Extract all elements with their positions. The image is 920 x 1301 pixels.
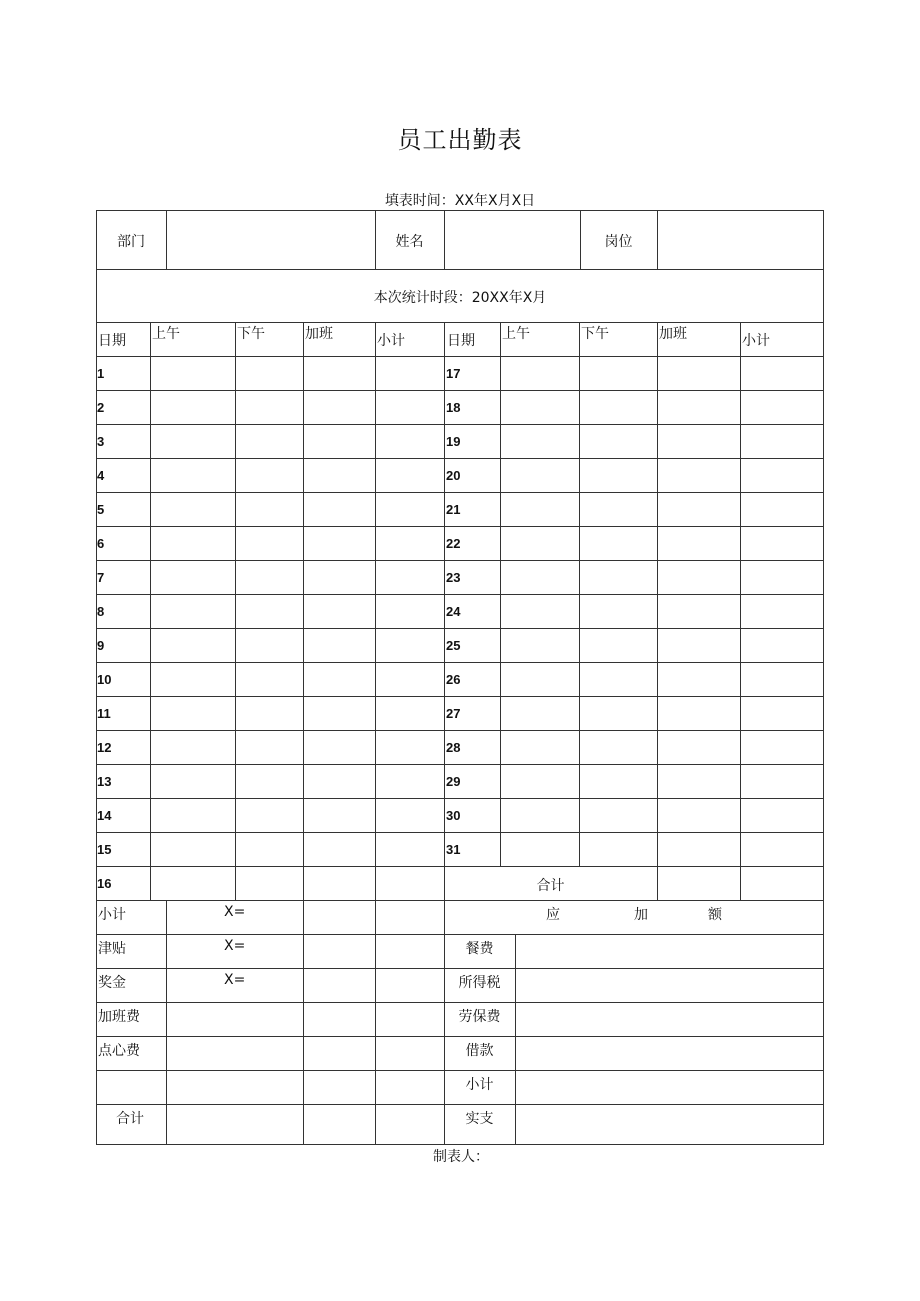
day-cell: 15 bbox=[97, 842, 112, 857]
day-cell: 16 bbox=[97, 876, 112, 891]
day-cell: 30 bbox=[446, 808, 461, 823]
day-cell: 19 bbox=[446, 434, 461, 449]
day-cell: 29 bbox=[446, 774, 461, 789]
col-date-left: 日期 bbox=[98, 333, 126, 349]
day-cell: 12 bbox=[97, 740, 112, 755]
day-cell: 31 bbox=[446, 842, 461, 857]
col-am-right: 上午 bbox=[502, 326, 530, 342]
day-cell: 28 bbox=[446, 740, 461, 755]
net-pay-label: 实支 bbox=[465, 1111, 494, 1127]
day-cell: 21 bbox=[446, 502, 461, 517]
name-label: 姓名 bbox=[395, 234, 424, 250]
statistics-period: 本次统计时段：20XX年X月 bbox=[373, 290, 547, 306]
position-field[interactable] bbox=[657, 216, 823, 264]
page-title: 员工出勤表 bbox=[397, 126, 523, 154]
day-cell: 27 bbox=[446, 706, 461, 721]
day-cell: 9 bbox=[97, 638, 105, 653]
col-date-right: 日期 bbox=[447, 333, 475, 349]
name-field[interactable] bbox=[444, 216, 580, 264]
payable-char-3: 额 bbox=[708, 907, 722, 923]
day-cell: 17 bbox=[446, 366, 461, 381]
col-subtotal-right: 小计 bbox=[742, 333, 770, 349]
grand-total-label: 合计 bbox=[116, 1111, 144, 1127]
day-cell: 3 bbox=[97, 434, 105, 449]
summary-subtotal-label: 小计 bbox=[98, 907, 126, 923]
snack-fee-label: 点心费 bbox=[98, 1043, 140, 1059]
fill-date: 填表时间：XX年X月X日 bbox=[384, 193, 536, 209]
summary-subtotal-formula: X= bbox=[224, 904, 246, 920]
day-cell: 1 bbox=[97, 366, 105, 381]
col-pm-right: 下午 bbox=[581, 326, 609, 342]
day-cell: 2 bbox=[97, 400, 105, 415]
day-cell: 7 bbox=[97, 570, 105, 585]
day-cell: 10 bbox=[97, 672, 112, 687]
payable-char-2: 加 bbox=[634, 907, 648, 923]
allowance-formula: X= bbox=[224, 938, 246, 954]
day-cell: 14 bbox=[97, 808, 112, 823]
day-cell: 13 bbox=[97, 774, 112, 789]
day-cell: 23 bbox=[446, 570, 461, 585]
labor-insurance-label: 劳保费 bbox=[458, 1009, 501, 1025]
day-cell: 8 bbox=[97, 604, 105, 619]
day-cell: 5 bbox=[97, 502, 105, 517]
day-cell: 4 bbox=[97, 468, 105, 483]
dept-label: 部门 bbox=[117, 234, 145, 250]
overtime-pay-label: 加班费 bbox=[98, 1009, 140, 1025]
col-subtotal-left: 小计 bbox=[377, 333, 405, 349]
day-cell: 6 bbox=[97, 536, 105, 551]
payable-char-1: 应 bbox=[546, 907, 560, 923]
position-label: 岗位 bbox=[604, 234, 633, 250]
day-cell: 11 bbox=[97, 706, 111, 721]
monthly-total-label: 合计 bbox=[536, 878, 565, 894]
col-am-left: 上午 bbox=[152, 326, 180, 342]
day-cell: 26 bbox=[446, 672, 461, 687]
loan-label: 借款 bbox=[465, 1043, 494, 1059]
income-tax-label: 所得税 bbox=[458, 975, 501, 991]
table-maker: 制表人： bbox=[433, 1149, 489, 1165]
day-cell: 22 bbox=[446, 536, 461, 551]
day-cell: 18 bbox=[446, 400, 461, 415]
day-cell: 25 bbox=[446, 638, 461, 653]
col-pm-left: 下午 bbox=[237, 326, 265, 342]
bonus-formula: X= bbox=[224, 972, 246, 988]
deduction-subtotal-label: 小计 bbox=[465, 1077, 494, 1093]
dept-field[interactable] bbox=[166, 216, 375, 264]
bonus-label: 奖金 bbox=[98, 975, 126, 991]
allowance-label: 津贴 bbox=[98, 941, 126, 957]
attendance-table bbox=[96, 210, 824, 1145]
col-overtime-right: 加班 bbox=[659, 326, 687, 342]
meal-fee-label: 餐费 bbox=[465, 941, 494, 957]
col-overtime-left: 加班 bbox=[305, 326, 333, 342]
day-cell: 24 bbox=[446, 604, 461, 619]
day-cell: 20 bbox=[446, 468, 461, 483]
